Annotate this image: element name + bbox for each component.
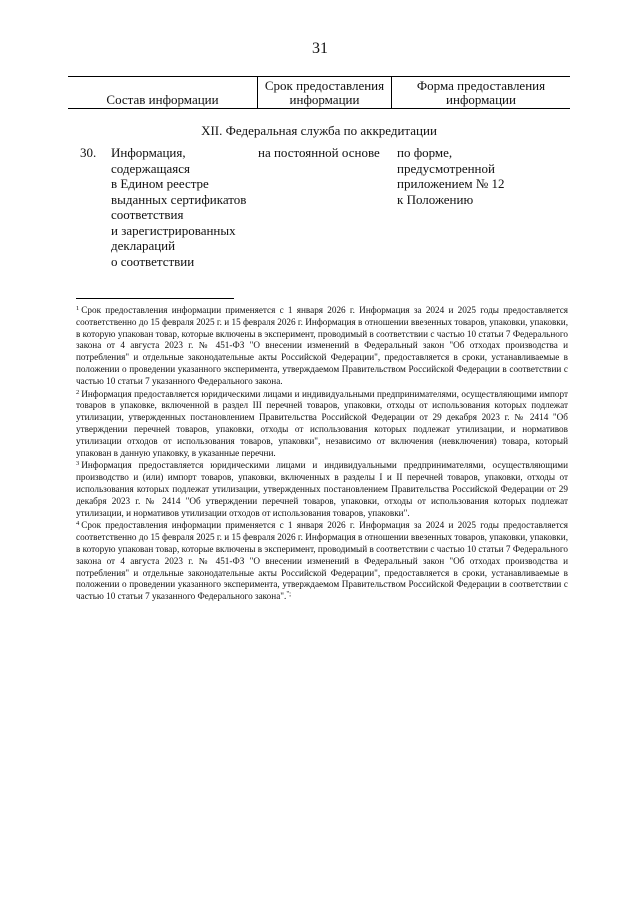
row-form-line: приложением № 12 [397,176,505,191]
row-info-line: о соответствии [111,253,195,269]
footnote-text: Срок предоставления информации применяется с 1 января 2026 г. Информация за 2024 и 2025 годы предоставляется соответственно до 15 февраля 2025 г. и 15 февраля 2026 г. Информация в отношении ввезенных товаров, упаковки, упаковки, в которую упакован товар, которые включены в эксперимент, проводимый в соответствии с частью 10 статьи 7 Федерального закона от 4 августа 2023 г. № 451-ФЗ "О внесении изменений в Федеральный закон "Об отходах производства и потребления" и отдельные законодательные акты Российской Федерации", предоставляется в сроки, устанавливаемые в положении о проведении указанного эксперимента, утверждаемом Правительством Российской Федерации в соответствии с частью 10 статьи 7 указанного Федерального закона. [76,305,568,386]
row-number: 30. [80,145,97,160]
row-form [397,145,547,207]
footnote-3 [76,460,568,519]
row-form-line: по форме, [397,145,453,160]
footnote-mark: 2 [76,388,80,396]
row-term: на постоянной основе [258,145,380,160]
footnotes [76,305,568,604]
row-info-line: выданных сертификатов [111,191,247,207]
row-form-line: к Положению [397,191,474,207]
row-info-line: содержащаяся [111,160,191,176]
footnote-separator [76,298,234,299]
row-info-line: деклараций [111,238,176,253]
row-info-line: Информация, [111,145,186,160]
header-cell-composition: Состав информации [68,77,258,108]
footnote-text: Срок предоставления информации применяется с 1 января 2026 г. Информация за 2024 и 2025 годы предоставляется соответственно до 15 февраля 2025 г. и 15 февраля 2026 г. Информация в отношении ввезенных товаров, упаковки, упаковки, в которую упакован товар, которые включены в эксперимент, проводимый в соответствии с частью 10 статьи 7 Федерального закона от 4 августа 2023 г. № 451-ФЗ "О внесении изменений в Федеральный закон "Об отходах производства и потребления" и отдельные законодательные акты Российской Федерации", предоставляется в сроки, устанавливаемые в положении о проведении указанного эксперимента, утверждаемом Правительством Российской Федерации в соответствии с частью 10 статьи 7 указанного Федерального закона". [76,520,568,602]
row-info-line: соответствия [111,207,184,222]
header-cell-term: Срок предоставления информации [258,77,392,108]
header-cell-form: Форма предоставления информации [416,78,546,107]
footnote-4 [76,520,568,603]
row-form-line: предусмотренной [397,160,495,176]
row-info [111,145,251,269]
section-heading: XII. Федеральная служба по аккредитации [201,123,437,138]
footnote-closing-mark: "; [286,590,292,599]
table-header [68,76,570,109]
page-number: 31 [312,40,328,57]
footnote-text: Информация предоставляется юридическими лицами и индивидуальными предпринимателями, осуществляющими импорт товаров в упаковке, включенной в раздел III перечней товаров, упаковки, отходы от использования которых подлежат утилизации, утвержденных постановлением Правительства Российской Федерации от 29 декабря 2023 г. № 2414 "Об утверждении перечней товаров, упаковки, отходы от использования которых подлежат утилизации, и нормативов утилизации отходов от использования товаров, упаковки", независимо от включения (невключения) товара, который упакован в данную упаковку, в указанные перечни. [76,388,568,458]
row-info-line: в Едином реестре [111,176,209,191]
footnote-mark: 4 [76,520,80,528]
footnote-mark: 1 [76,305,80,312]
footnote-1 [76,305,568,388]
footnote-2 [76,389,568,460]
footnote-mark: 3 [76,460,80,468]
footnote-text: Информация предоставляется юридическими лицами и индивидуальными предпринимателями, осуществляющими производство и (или) импорт товаров, упаковки, включенных в разделы I и II перечней товаров, упаковки, отходы от использования которых подлежат утилизации, утвержденных постановлением Правительства Российской Федерации от 29 декабря 2023 г. № 2414 "Об утверждении перечней товаров, упаковки, отходы от использования которых подлежат утилизации, и нормативов утилизации отходов от использования товаров, упаковки". [76,460,568,518]
row-info-line: и зарегистрированных [111,222,236,238]
